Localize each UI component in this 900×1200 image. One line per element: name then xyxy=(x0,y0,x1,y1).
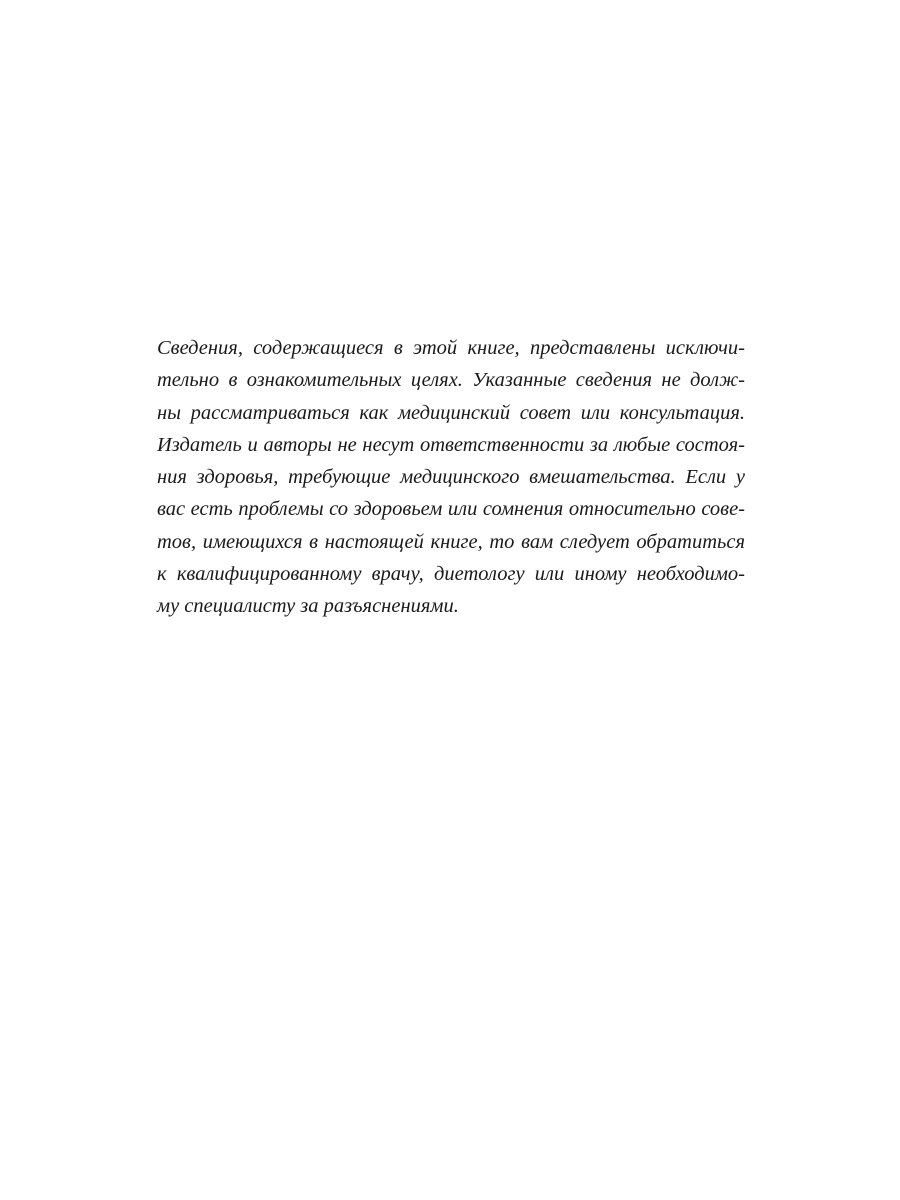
disclaimer-line-4: Издатель и авторы не несут ответственности за любые состоя- xyxy=(157,433,745,456)
disclaimer-line-5: ния здоровья, требующие медицинского вмешательства. Если у xyxy=(157,466,745,489)
disclaimer-line-1: Сведения, содержащиеся в этой книге, представлены исключи- xyxy=(157,337,745,359)
disclaimer-paragraph xyxy=(157,332,745,623)
disclaimer-line-7: тов, имеющихся в настоящей книге, то вам следует обратиться xyxy=(157,530,745,553)
disclaimer-line-9: му специалисту за разъяснениями. xyxy=(157,595,459,618)
disclaimer-line-6: вас есть проблемы со здоровьем или сомнения относительно сове- xyxy=(157,498,745,521)
disclaimer-line-2: тельно в ознакомительных целях. Указанные сведения не долж- xyxy=(157,369,745,392)
disclaimer-line-8: к квалифицированному врачу, диетологу или иному необходимо- xyxy=(157,563,745,586)
disclaimer-line-3: ны рассматриваться как медицинский совет или консультация. xyxy=(157,401,745,424)
